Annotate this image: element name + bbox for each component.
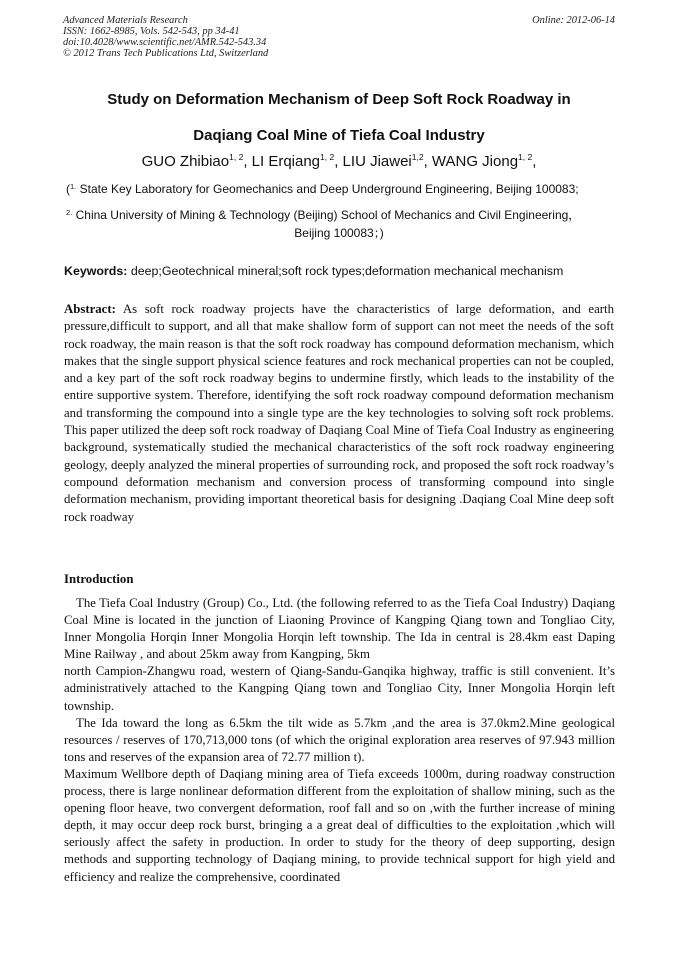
author-name: , WANG Jiong (423, 153, 519, 170)
paragraph: north Campion-Zhangwu road, western of Qiang-Sandu-Ganqika highway, traffic is still convenient. It’s administratively attached to the Kangping Qiang town and Tongliao City, Inner Mongolia Horqin left township. (64, 664, 615, 713)
paragraph: Maximum Wellbore depth of Daqiang mining area of Tiefa exceeds 1000m, during roadway construction process, there is large nonlinear deformation different from the exploitation of shallow mining, such as the opening floor heave, two convergent deformation, roof fall and so on ,with the further increase of mining depth, it may occur deep rock burst, bringing a a great deal of difficulties to the exploitation ,which will seriously affect the safety in production. In order to study for the theory of deep supporting, design methods and supporting technology of Daqiang mining, to provide technical support for high yield and efficiency and realize the comprehensive, coordinated (64, 766, 615, 884)
keywords (64, 264, 563, 279)
affiliation-open-paren: ( (66, 182, 70, 196)
paper-title-line-1: Study on Deformation Mechanism of Deep Soft Rock Roadway in (107, 91, 571, 108)
paragraph: The Tiefa Coal Industry (Group) Co., Ltd. (the following referred to as the Tiefa Coal Industry) Daqiang Coal Mine is located in the junction of Liaoning Province of Kangping Qiang town and Tongliao City, Inner Mongolia Horqin Inner Mongolia Horqin left township. The Ida in central is 28.4km east Daping Mine Railway , and about 25km away from Kangping, 5km (64, 596, 615, 662)
abstract-label: Abstract: (64, 302, 116, 316)
affiliation-2-city: Beijing 100083；) (294, 226, 384, 240)
affiliation-text: China University of Mining & Technology (Beijing) School of Mechanics and Civil Engineering， (75, 208, 581, 222)
keywords-label: Keywords: (64, 264, 128, 278)
journal-header (63, 15, 615, 59)
affiliation-text: State Key Laboratory for Geomechanics and Deep Underground Engineering, Beijing 100083; (79, 182, 579, 196)
introduction-heading: Introduction (64, 572, 134, 586)
introduction-body (64, 595, 615, 886)
affiliation-mark: 1. (70, 182, 77, 191)
paragraph: The Ida toward the long as 6.5km the tilt wide as 5.7km ,and the area is 37.0km2.Mine geological resources / reserves of 170,713,000 tons (of which the original exploration area reserves of 97.943 million tons and reserves of the expansion area of 72.77 million t). (64, 715, 615, 764)
keywords-text: deep;Geotechnical mineral;soft rock types;deformation mechanical mechanism (130, 264, 564, 278)
doi-line: doi:10.4028/www.scientific.net/AMR.542-543.34 (63, 37, 267, 48)
author-affiliation-mark: 1, 2 (229, 152, 244, 162)
author-affiliation-mark: 1, 2 (320, 152, 335, 162)
author-list (40, 152, 638, 172)
affiliation-2 (66, 208, 580, 223)
copyright-line: © 2012 Trans Tech Publications Ltd, Switzerland (63, 48, 269, 59)
author-affiliation-mark: 1, 2 (518, 152, 533, 162)
author-affiliation-mark: 1,2 (411, 152, 424, 162)
affiliation-1 (66, 182, 579, 197)
issn-line: ISSN: 1662-8985, Vols. 542-543, pp 34-41 (63, 26, 240, 37)
journal-name: Advanced Materials Research (63, 15, 188, 26)
online-date: Online: 2012-06-14 (532, 15, 615, 26)
author-name: GUO Zhibiao (141, 153, 230, 170)
paper-title-line-2: Daqiang Coal Mine of Tiefa Coal Industry (193, 127, 485, 144)
author-name: , LI Erqiang (243, 153, 321, 170)
author-name: , (532, 153, 537, 170)
abstract (64, 301, 614, 526)
author-name: , LIU Jiawei (334, 153, 412, 170)
affiliation-mark: 2. (66, 208, 73, 217)
abstract-text: As soft rock roadway projects have the characteristics of large deformation, and earth pressure,difficult to support, and all that make shallow form of support can not meet the needs of the soft rock roadway, the main reason is that the soft rock roadway has compound deformation mechanism, which makes that the single support physical science features and rock mechanical properties can not be coupled, and a key part of the soft rock roadway begins to undermine firstly, which leads to the instability of the entire supportive system. Therefore, identifying the soft rock roadway compound deformation mechanism and transforming the compound into a single type are the key technologies to solving soft rock problems. This paper utilized the deep soft rock roadway of Daqiang Coal Mine of Tiefa Coal Industry as engineering background, systematically studied the mechanical characteristics of the soft rock roadway engineering geology, deeply analyzed the mineral properties of surrounding rock, and proposed the soft rock roadway’s compound deformation mechanism and conversion process of transforming compound into single deformation mechanism, providing important theoretical basis for designing .Daqiang Coal Mine deep soft rock roadway (64, 302, 614, 524)
